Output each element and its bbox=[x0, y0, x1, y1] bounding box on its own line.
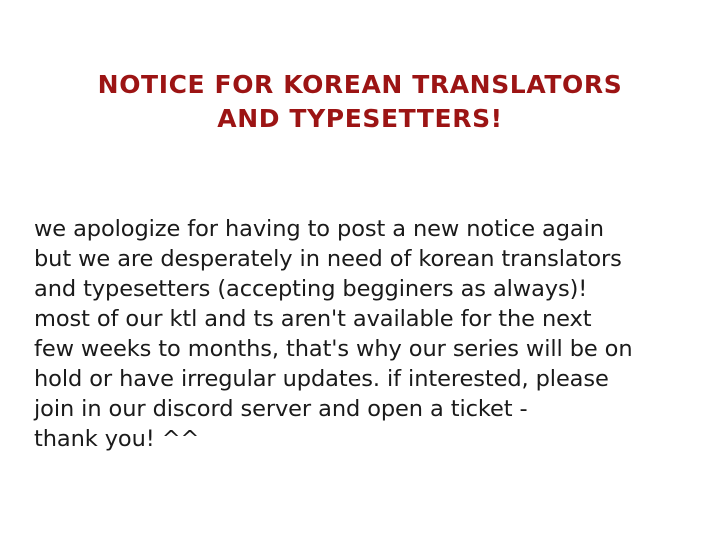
notice-body-line-2: but we are desperately in need of korean translators bbox=[34, 246, 622, 272]
notice-heading bbox=[0, 68, 720, 136]
notice-heading-line-1: NOTICE FOR KOREAN TRANSLATORS bbox=[97, 70, 623, 99]
notice-body-line-3: and typesetters (accepting begginers as always)! bbox=[34, 276, 588, 302]
notice-body-line-1: we apologize for having to post a new notice again bbox=[34, 216, 604, 242]
notice-body bbox=[34, 214, 706, 454]
notice-body-line-7: join in our discord server and open a ticket - bbox=[34, 396, 528, 422]
notice-body-line-6: hold or have irregular updates. if interested, please bbox=[34, 366, 609, 392]
notice-body-line-5: few weeks to months, that's why our series will be on bbox=[34, 336, 633, 362]
notice-body-line-4: most of our ktl and ts aren't available for the next bbox=[34, 306, 592, 332]
notice-body-line-8: thank you! ^^ bbox=[34, 426, 200, 452]
notice-heading-line-2: AND TYPESETTERS! bbox=[217, 104, 503, 133]
